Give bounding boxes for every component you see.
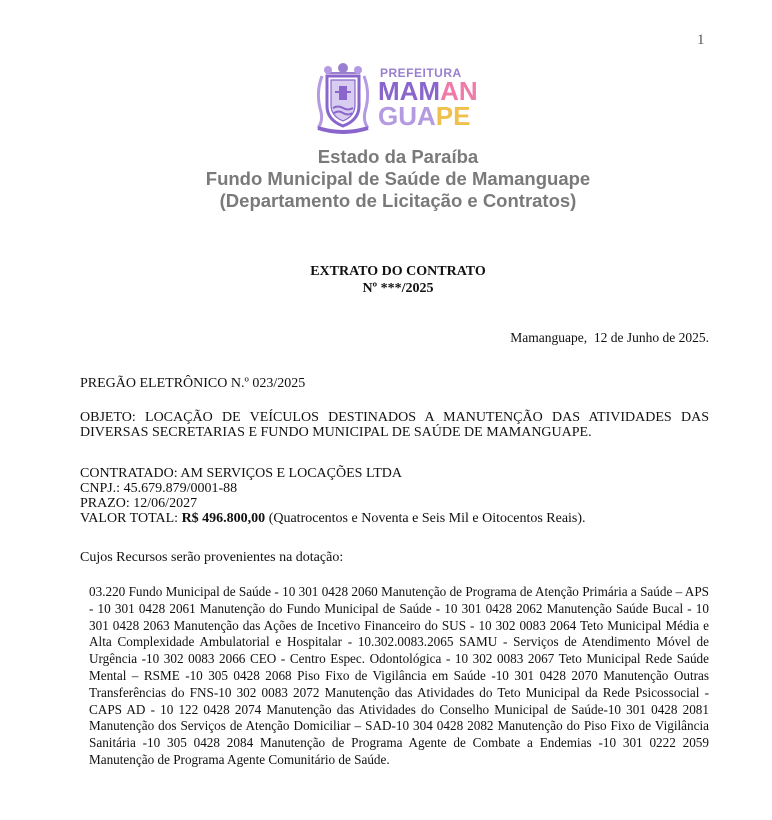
contract-number: Nº ***/2025 <box>362 281 434 296</box>
dotacao-paragraph: 03.220 Fundo Municipal de Saúde - 10 301 0428 2060 Manutenção de Programa de Atenção Primária a Saúde – APS - 10 301 0428 2061 Manutenção do Fundo Municipal de Saúde - 10 301 0428 2062 Manutenção Saúde Bucal - 10 301 0428 2063 Manutenção das Ações de Incetivo Financeiro do SUS - 10 302 0083 2064 Teto Municipal Média e Alta Complexidade Ambulatorial e Hospitalar - 10.302.0083.2065 SAMU - Serviços de Atendimento Móvel de Urgência -10 302 0083 2066 CEO - Centro Espec. Odontológica - 10 302 0083 2067 Teto Municipal Rede Saúde Mental – RSME -10 305 0428 2068 Piso Fixo de Vigilância em Saúde -10 301 0428 2070 Manutenção Outras Transferências do FNS-10 302 0083 2072 Manutenção das Atividades do Teto Municipal da Rede Psicossocial - CAPS AD - 10 122 0428 2074 Manutenção das Atividades do Conselho Municipal de Saúde-10 301 0428 2081 Manutenção dos Serviços de Atenção Domiciliar – SAD-10 304 0428 2082 Manutenção do Piso Fixo de Vigilância Sanitária -10 305 0428 2084 Manutenção de Programa Agente de Combate a Endemias -10 301 0222 2059 Manutenção de Programa Agente Comunitário de Saúde. <box>89 584 709 767</box>
brand-line-2-part-b: PE <box>435 101 471 131</box>
valor-amount: R$ 496.800,00 <box>181 511 266 526</box>
cnpj-line: CNPJ.: 45.679.879/0001-88 <box>80 481 238 496</box>
letterhead-department: (Departamento de Licitação e Contratos) <box>219 190 577 211</box>
valor-line <box>80 511 709 526</box>
pregao-line: PREGÃO ELETRÔNICO N.º 023/2025 <box>80 376 306 391</box>
title-line-1: EXTRATO DO CONTRATO <box>310 264 486 279</box>
brand-line-2-part-a: GUA <box>378 101 436 131</box>
contratado-line: CONTRATADO: AM SERVIÇOS E LOCAÇÕES LTDA <box>80 466 402 481</box>
page-number: 1 <box>697 32 705 48</box>
letterhead <box>150 146 646 212</box>
brand-line-2 <box>378 103 470 129</box>
recursos-intro: Cujos Recursos serão provenientes na dotação: <box>80 550 344 565</box>
brand-line-1-part-a: MAM <box>378 76 441 106</box>
date-line: Mamanguape, 12 de Junho de 2025. <box>510 330 709 345</box>
objeto-paragraph: OBJETO: LOCAÇÃO DE VEÍCULOS DESTINADOS A MANUTENÇÃO DAS ATIVIDADES DAS DIVERSAS SECRETARIAS E FUNDO MUNICIPAL DE SAÚDE DE MAMANGUAPE. <box>80 410 709 440</box>
brand-line-1-part-b: AN <box>440 76 478 106</box>
coat-of-arms-icon <box>312 62 374 134</box>
prefeitura-logo <box>312 62 492 134</box>
valor-label: VALOR TOTAL: <box>80 511 182 526</box>
valor-extenso: (Quatrocentos e Noventa e Seis Mil e Oitocentos Reais). <box>265 511 586 526</box>
letterhead-fund: Fundo Municipal de Saúde de Mamanguape <box>205 168 591 189</box>
document-title <box>150 263 646 297</box>
prazo-line: PRAZO: 12/06/2027 <box>80 496 198 511</box>
contract-details <box>80 466 709 526</box>
brand-prefeitura: PREFEITURA <box>380 66 462 80</box>
letterhead-state: Estado da Paraíba <box>317 146 479 167</box>
